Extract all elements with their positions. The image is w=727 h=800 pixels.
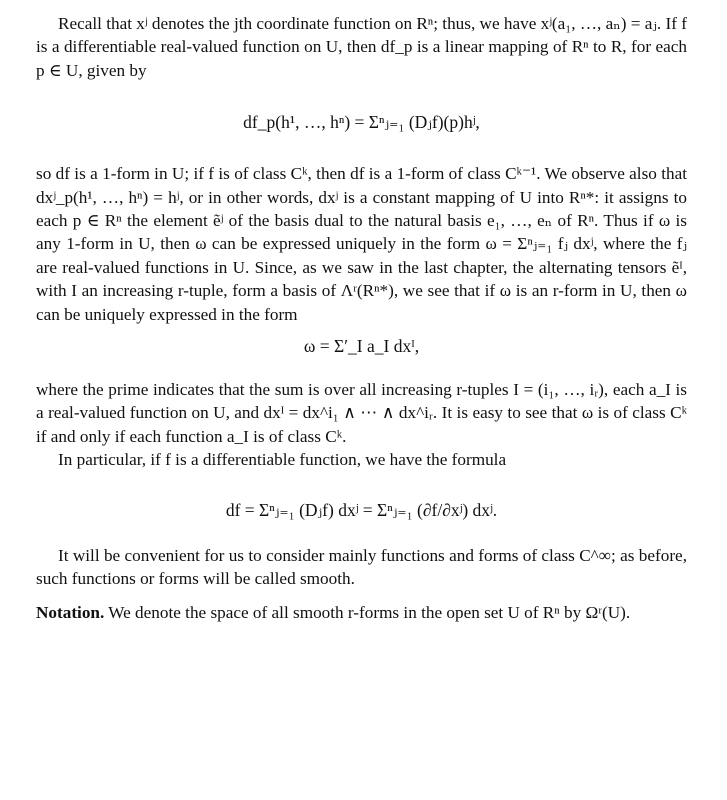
- paragraph-4: In particular, if f is a differentiable function, we have the formula: [58, 450, 507, 470]
- notation-paragraph: [36, 601, 687, 624]
- notation-label: Notation.: [36, 602, 105, 622]
- notation-text: We denote the space of all smooth r-forms in the open set U of Rⁿ by Ωʳ(U).: [108, 602, 631, 622]
- paragraph-3: where the prime indicates that the sum is over all increasing r-tuples I = (i₁, …, iᵣ), each a_I is a real-valued function on U, and dxᴵ = dx^i₁ ∧ ⋯ ∧ dx^iᵣ. It is easy to see that ω is of class Cᵏ if and only if each function a_I is of class Cᵏ.: [36, 380, 687, 446]
- equation-omega: ω = Σ′_I a_I dxᴵ,: [303, 336, 420, 357]
- paragraph-5: It will be convenient for us to consider mainly functions and forms of class C^∞; as before, such functions or forms will be called smooth.: [36, 545, 687, 589]
- paragraph-2: so df is a 1-form in U; if f is of class Cᵏ, then df is a 1-form of class Cᵏ⁻¹. We observe also that dxʲ_p(h¹, …, hⁿ) = hʲ, or in other words, dxʲ is a constant mapping of U into Rⁿ*: it assigns to each p ∈ Rⁿ the element ẽʲ of the basis dual to the natural basis e₁, …, eₙ of Rⁿ. Thus if ω is any 1-form in U, then ω can be expressed uniquely in the form ω = Σⁿⱼ₌₁ fⱼ dxʲ, where the fⱼ are real-valued functions in U. Since, as we saw in the last chapter, the alternating tensors ẽᴵ, with I an increasing r-tuple, form a basis of Λʳ(Rⁿ*), we see that if ω is an r-form in U, then ω can be uniquely expressed in the form: [36, 164, 687, 324]
- equation-df: df = Σⁿⱼ₌₁ (Dⱼf) dxʲ = Σⁿⱼ₌₁ (∂f/∂xʲ) dxʲ.: [225, 499, 498, 520]
- equation-df-p: df_p(h¹, …, hⁿ) = Σⁿⱼ₌₁ (Dⱼf)(p)hʲ,: [243, 112, 480, 133]
- paragraph-1: Recall that xʲ denotes the jth coordinate function on Rⁿ; thus, we have xʲ(a₁, …, aₙ) = aⱼ. If f is a differentiable real-valued function on U, then df_p is a linear mapping of Rⁿ to R, for each p ∈ U, given by: [36, 14, 687, 80]
